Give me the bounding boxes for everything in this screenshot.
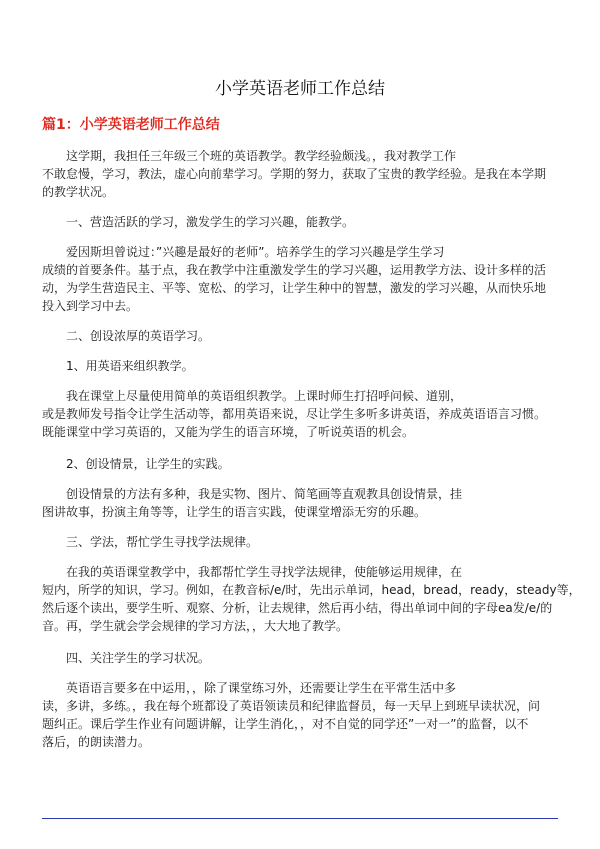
section-subheading: 四、关注学生的学习状况。 [42,651,211,665]
page-title: 小学英语老师工作总结 [215,79,385,99]
paragraph-line: 创设情景的方法有多种，我是实物、图片、简笔画等直观教具创设情景，挂 [42,487,463,501]
paragraph-line: 或是教师发号指令让学生活动等，都用英语来说，尽让学生多听多讲英语，养成英语语言习惯。 [42,407,547,421]
paragraph-line: 题纠正。课后学生作业有问题讲解，让学生消化，，对不自觉的同学还”一对一”的监督，以不 [42,717,529,731]
section-subheading: 三、学法，帮忙学生寻找学法规律。 [42,535,259,549]
paragraph-line: 图讲故事，扮演主角等等，让学生的语言实践，使课堂增添无穷的乐趣。 [42,505,427,519]
paragraph-line: 成绩的首要条件。基于点，我在教学中注重激发学生的学习兴趣，运用教学方法、设计多样的活 [42,263,547,277]
paragraph-line: 爱因斯坦曾说过：”兴趣是最好的老师”。培养学生的学习兴趣是学生学习 [42,245,445,259]
paragraph-line: 英语语言要多在中运用，，除了课堂练习外，还需要让学生在平常生活中多 [42,681,457,695]
paragraph-line: 短内，所学的知识，学习。例如，在教音标/e/时，先出示单词，head，bread，ready，steady等， [42,583,581,597]
paragraph-line: 的教学状况。 [42,185,115,199]
section-subheading: 一、营造活跃的学习，激发学生的学习兴趣，能教学。 [42,215,355,229]
section-subheading: 二、创设浓厚的英语学习。 [42,329,211,343]
paragraph-line: 然后逐个读出，要学生听、观察、分析，让去规律，然后再小结，得出单词中间的字母ea发/e/的 [42,601,553,615]
paragraph-line: 音。再，学生就会学会规律的学习方法，，大大地了教学。 [42,619,349,633]
paragraph-line: 在我的英语课堂教学中，我都帮忙学生寻找学法规律，使能够运用规律，在 [42,565,463,579]
paragraph-line: 动，为学生营造民主、平等、宽松、的学习，让学生种中的智慧，激发的学习兴趣，从而快乐地 [42,281,547,295]
paragraph-line: 既能课堂中学习英语的，又能为学生的语言环境，了听说英语的机会。 [42,425,415,439]
paragraph-line: 这学期，我担任三年级三个班的英语教学。教学经验颇浅。，我对教学工作 [42,149,457,163]
paragraph-line: 读，多讲，多练。，我在每个班都设了英语领读员和纪律监督员，每一天早上到班早读状况，问 [42,699,541,713]
paragraph-line: 落后，的朗读潜力。 [42,735,151,749]
section-subheading: 2、创设情景，让学生的实践。 [42,457,230,471]
footer-divider [42,818,558,819]
paragraph-line: 投入到学习中去。 [42,299,139,313]
paragraph-line: 不敢怠慢，学习，教法，虚心向前辈学习。学期的努力，获取了宝贵的教学经验。是我在本学期 [42,167,547,181]
paragraph-line: 我在课堂上尽量使用简单的英语组织教学。上课时师生打招呼问候、道别， [42,389,463,403]
section-subheading: 1、用英语来组织教学。 [42,359,194,373]
section-heading: 篇1：小学英语老师工作总结 [42,117,220,133]
